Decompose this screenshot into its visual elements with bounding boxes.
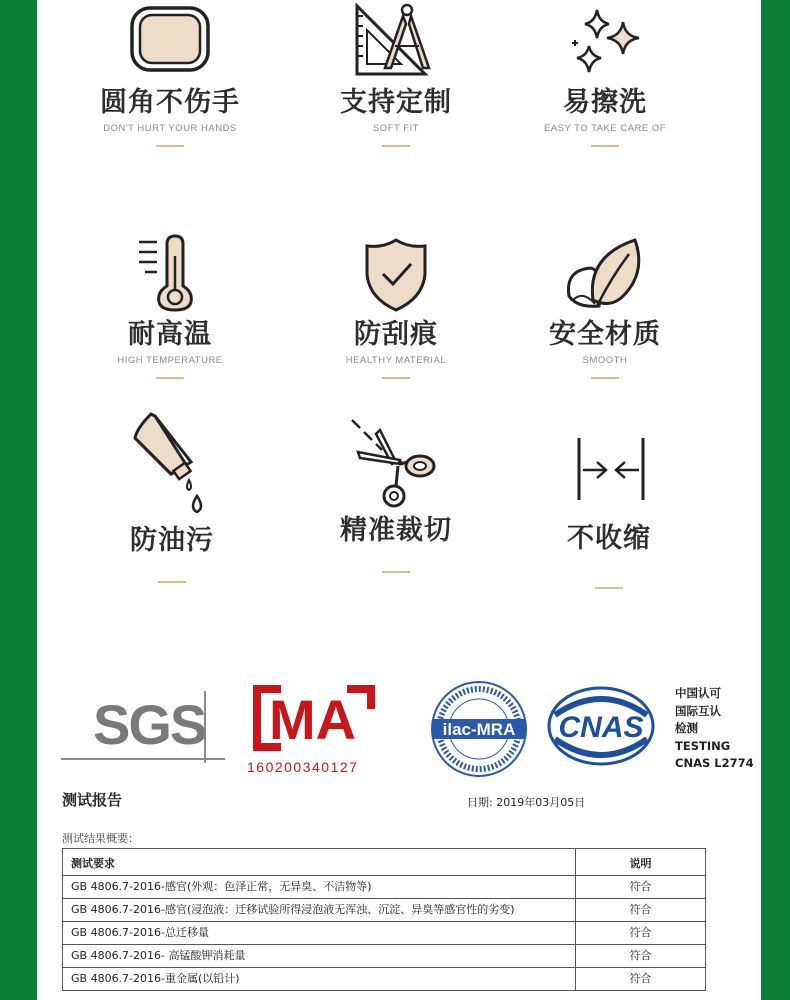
cnas-note-line: CNAS L2774 [675,756,754,770]
feature-divider [156,377,184,379]
feature-divider [591,377,619,379]
row-result: 符合 [576,876,706,899]
feature-safe-material [495,234,715,379]
feature-title: 不收缩 [567,523,651,554]
feature-divider [591,145,619,147]
rounded-corner-icon [128,2,212,78]
cnas-note-line: 中国认可 [675,686,721,700]
feature-no-shrink [499,434,719,589]
certification-logos [37,675,761,785]
feature-title: 支持定制 [340,87,452,118]
feature-divider [382,377,410,379]
feature-divider [595,587,623,589]
feature-subtitle: HEALTHY MATERIAL [345,355,447,366]
feature-customizable [286,2,506,147]
feature-subtitle [499,559,719,571]
ruler-compass-icon [351,2,441,78]
feature-subtitle: HIGH TEMPERATURE [117,355,223,366]
feature-rounded-corner [60,2,280,147]
cma-logo [247,681,377,759]
feature-title: 防刮痕 [354,319,438,350]
feature-title: 安全材质 [549,319,661,350]
cnas-text: CNAS [558,711,644,744]
feature-heat-resistant [60,234,280,379]
summary-label: 测试结果概要： [62,832,139,845]
feature-easy-clean [495,2,715,147]
feature-subtitle: SOFT FIT [372,123,420,134]
feature-title: 防油污 [130,525,214,556]
feature-divider [158,581,186,583]
report-title: 测试报告 [62,791,123,809]
thermometer-icon [135,234,205,312]
row-result: 符合 [576,945,706,968]
cma-letters: MA [269,688,357,751]
cnas-note-line: 检测 [675,721,698,735]
feature-divider [382,145,410,147]
cnas-accreditation-note [675,685,754,773]
cnas-note-line: 国际互认 [675,703,721,718]
feature-title: 易擦洗 [563,87,647,118]
feature-title: 圆角不伤手 [100,87,240,118]
feature-subtitle: SMOOTH [582,355,628,366]
table-row [63,968,706,991]
sgs-text: SGS [93,693,206,756]
row-result: 符合 [576,899,706,922]
feature-title: 精准裁切 [340,515,452,546]
report-date: 日期: 2019年03月05日 [467,796,586,809]
row-requirement: GB 4806.7-2016-重金属(以铅计) [63,968,576,991]
header-remark: 说明 [576,849,706,876]
sgs-logo [61,687,225,756]
no-shrink-icon [569,434,649,504]
feature-subtitle: EASY TO TAKE CARE OF [543,123,667,134]
feature-subtitle: DON'T HURT YOUR HANDS [103,123,237,134]
report-table [62,848,706,991]
ilac-text: ilac-MRA [442,720,516,739]
ilac-mra-logo [429,679,529,779]
cma-number: 160200340127 [247,759,359,775]
scissors-icon [346,416,446,512]
table-header-row [63,849,706,876]
oil-drop-icon [127,410,217,518]
row-requirement: GB 4806.7-2016- 高锰酸钾消耗量 [63,945,576,968]
row-result: 符合 [576,922,706,945]
feature-oil-resistant [62,410,282,583]
table-row [63,945,706,968]
row-requirement: GB 4806.7-2016-总迁移量 [63,922,576,945]
feature-subtitle [62,561,282,573]
feature-title: 耐高温 [128,319,212,350]
feature-precise-cutting [286,416,506,573]
feature-subtitle [286,551,506,563]
row-result: 符合 [576,968,706,991]
shield-check-icon [361,234,431,312]
product-detail-page [37,0,761,1000]
feature-divider [382,571,410,573]
header-requirement: 测试要求 [63,849,576,876]
table-row [63,922,706,945]
sparkle-icon [563,2,647,78]
cnas-note-line: TESTING [675,738,731,753]
cnas-logo [545,685,657,767]
feature-scratch-resistant [286,234,506,379]
leaf-icon [563,234,647,312]
table-row [63,899,706,922]
row-requirement: GB 4806.7-2016-感官(外观：色泽正常，无异臭、不洁物等) [63,876,576,899]
row-requirement: GB 4806.7-2016-感官(浸泡液：迁移试验所得浸泡液无浑浊、沉淀、异臭等感官性的劣变) [63,899,576,922]
feature-divider [156,145,184,147]
table-row [63,876,706,899]
